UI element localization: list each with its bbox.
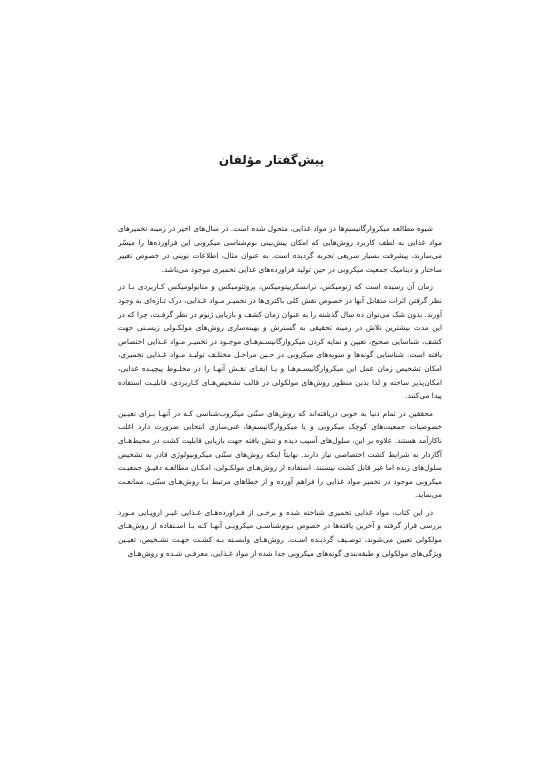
paragraph-4: در این کتاب، مواد غذایی تخمیری شناخته شده و برخـی از فـراورده‌هـای غـذایی غیـر اروپـایی مـورد بررسی قرار گرفته و آخرین یافته‌ها در خصوص بـوم‌شناسـی میکروبـی آنهـا کـه بـا اسـتفاده از روش‌هـای مولکولی تعیین می‌شوند، توصـیف گردیـده اسـت. روش‌هـای وابسـته بـه کشـت جهـت تشـخیص، تعیـین ویژگی‌های مولکولی و طبقه‌بندی گونه‌های میکروبی جدا شده از مواد غـذایی، معرفـی شـده و روش‌هـای	[118, 507, 442, 558]
body-text	[118, 222, 442, 564]
paragraph-1: شیوه مطالعه میکروارگانیسم‌ها در مواد غذایی، متحول شده است. در سال‌های اخیر در زمینه تخمیرهای مواد غذایی به لطف کاربرد روش‌هایی که امکان پیش‌بینی بوم‌شناسی میکروبی این فراورده‌ها را میسّر می‌سازند، پیشرفت بسیار سریعی تجربه گردیده است. به عنوان مثال، اطلاعات نوینی در خصوص تغییر ساختار و دینامیک جمعیت میکروبی در حین تولید فراورده‌های غذایی تخمیری موجود می‌باشد.	[118, 224, 442, 274]
page-title: پیش‌گفتار مؤلفان	[218, 153, 325, 167]
paragraph-2: زمان آن رسیده است که ژنومیکس، ترانسکریپتومیکس، پروتئومیکس و متابولومیکس کـاربردی بـا در نظر گرفتن اثرات متقابل آنها در خصوص نقش کلی باکتری‌ها در تخمیـر مـواد غـذایی، درک تـازه‌ای به وجود آورند. بدون شک می‌توان ده سال گذشته را به عنوان زمان کشف و بازیابی ژنوم در نظر گرفـت، چرا که در این مدت بیشترین تلاش در زمینه تحقیقی به گسترش و بهینه‌سازی روش‌های مولکـولی زیسـتی جهت کشف، شناسایی صحیح، تعیین و نمایه کردن میکروارگانیسـم‌هـای موجـود در تخمیـر مـواد غـذایی اختصاص یافته است. شناسایی گونه‌ها و سویه‌های میکروبی در حـین مراحـل مختلـف تولیـد مـواد غـذایی تخمیری، امکان تشخیص زمان عمل این میکروارگانیسـم‌هـا و یـا ایفـای نقـش آنهـا را در مخلـوط پیچیـده غذایی، امکان‌پذیر ساخته و لذا بدین منظور روش‌های مولکولی در قالب تشخیص‌هـای کـاربردی، قابلیـت استفاده پیدا می‌کنند.	[117, 282, 442, 401]
paragraph-3: محققین در تمام دنیا به خوبی دریافته‌اند که روش‌های سنّتی میکروب‌شناسی کـه در آنهـا بـرای تعیـین خصوصیات جمعیت‌های کوچک میکروبی و یا میکروارگانیسم‌ها، غنی‌سازی انتخابی ضرورت دارد اغلب ناکارآمد هستند. علاوه بر این، سلول‌های آسیب دیده و تنش یافته جهت بازیابی قابلیت کشت در محیط‌هـای آگاردار به شرایط کشت اختصاصی نیاز دارند. نهایتاً اینکه روش‌های سنّتی میکروبیولوژی قادر به تشخیص سلول‌های زنده اما غیر قابل کشت نیستند. استفاده از روش‌هـای مولکـولی، امکـان مطالعـه دقیـق جمعیـت میکروبی موجود در تخمیر مواد غذایی را فراهم آورده و از خطاهای مرتبط بـا روش‌هـای سنّتی، ممانعـت می‌نماید.	[118, 408, 442, 500]
